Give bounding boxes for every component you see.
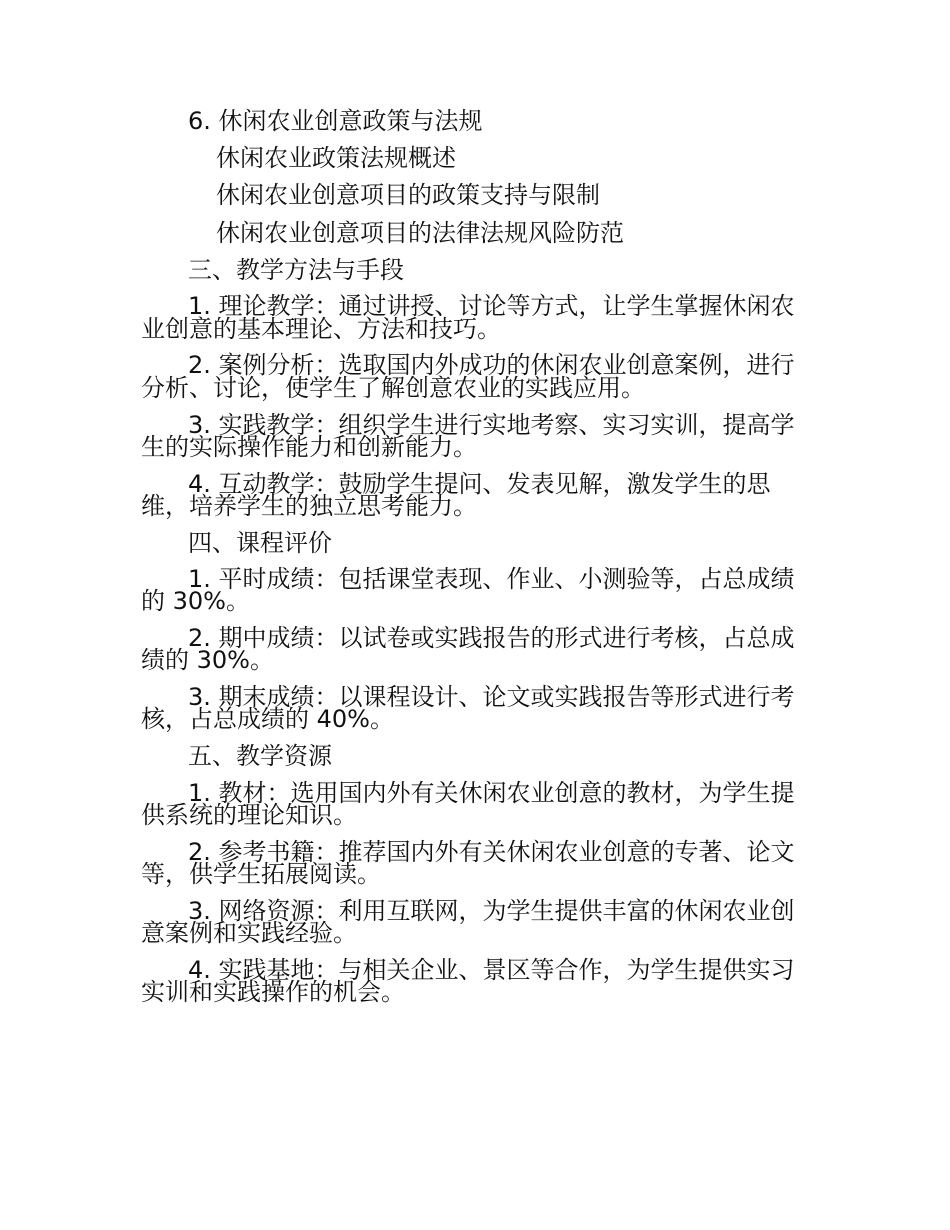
paragraph-line: 的 30%。 [141,587,250,615]
paragraph-line: 3. 网络资源：利用互联网，为学生提供丰富的休闲农业创 [188,897,795,925]
paragraph-line: 2. 参考书籍：推荐国内外有关休闲农业创意的专著、论文 [188,838,795,866]
paragraph-line: 实训和实践操作的机会。 [141,978,405,1006]
section-heading: 三、教学方法与手段 [188,256,404,284]
paragraph-line: 业创意的基本理论、方法和技巧。 [141,315,501,343]
paragraph-line: 2. 期中成绩：以试卷或实践报告的形式进行考核，占总成 [188,624,795,652]
paragraph-line: 4. 实践基地：与相关企业、景区等合作，为学生提供实习 [188,956,795,984]
paragraph-line: 4. 互动教学：鼓励学生提问、发表见解，激发学生的思 [188,470,771,498]
list-item: 休闲农业政策法规概述 [216,144,456,172]
section-heading: 四、课程评价 [188,529,332,557]
paragraph-line: 核，占总成绩的 40%。 [141,705,394,733]
paragraph-line: 分析、讨论，使学生了解创意农业的实践应用。 [141,374,645,402]
section-heading: 6. 休闲农业创意政策与法规 [188,107,483,135]
paragraph-line: 绩的 30%。 [141,646,274,674]
list-item: 休闲农业创意项目的法律法规风险防范 [216,219,624,247]
paragraph-line: 1. 理论教学：通过讲授、讨论等方式，让学生掌握休闲农 [188,292,795,320]
list-item: 休闲农业创意项目的政策支持与限制 [216,181,600,209]
paragraph-line: 1. 教材：选用国内外有关休闲农业创意的教材，为学生提 [188,779,795,807]
paragraph-line: 供系统的理论知识。 [141,801,357,829]
paragraph-line: 维，培养学生的独立思考能力。 [141,492,477,520]
paragraph-line: 生的实际操作能力和创新能力。 [141,433,477,461]
paragraph-line: 1. 平时成绩：包括课堂表现、作业、小测验等，占总成绩 [188,565,795,593]
paragraph-line: 3. 期末成绩：以课程设计、论文或实践报告等形式进行考 [188,683,795,711]
paragraph-line: 3. 实践教学：组织学生进行实地考察、实习实训，提高学 [188,411,795,439]
paragraph-line: 2. 案例分析：选取国内外成功的休闲农业创意案例，进行 [188,351,795,379]
paragraph-line: 意案例和实践经验。 [141,919,357,947]
paragraph-line: 等，供学生拓展阅读。 [141,860,381,888]
section-heading: 五、教学资源 [188,742,332,770]
